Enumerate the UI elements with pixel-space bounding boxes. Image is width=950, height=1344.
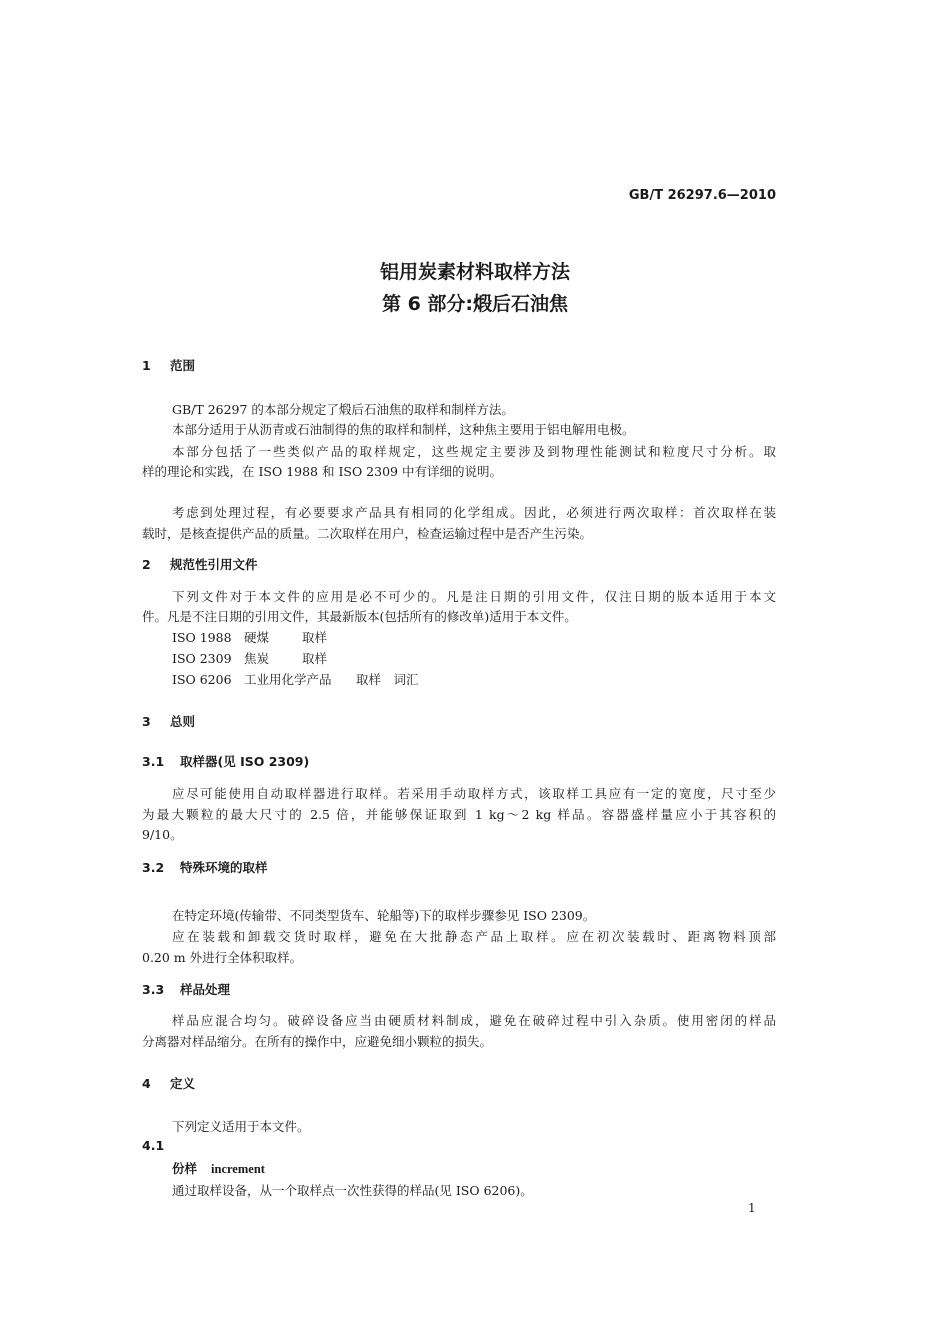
s3-1-paragraph-line-2: 为最大颗粒的最大尺寸的 2.5 倍，并能够保证取到 1 kg～2 kg 样品。容器盛样量应小于其容积的 bbox=[142, 807, 776, 822]
s4-paragraph-1: 下列定义适用于本文件。 bbox=[172, 1119, 310, 1134]
s3-2-paragraph-1: 在特定环境(传输带、不同类型货车、轮船等)下的取样步骤参见 ISO 2309。 bbox=[172, 908, 596, 923]
reference-subtitle: 取样 bbox=[302, 651, 328, 666]
s3-3-paragraph-line-1: 样品应混合均匀。破碎设备应当由硬质材料制成，避免在破碎过程中引入杂质。使用密闭的样品 bbox=[172, 1013, 776, 1028]
s3-2-paragraph-2-line-1: 应在装载和卸载交货时取样，避免在大批静态产品上取样。应在初次装载时、距离物料顶部 bbox=[172, 929, 776, 944]
document-title: 铝用炭素材料取样方法 bbox=[379, 261, 570, 283]
section-3-2-heading bbox=[142, 858, 268, 876]
term-entry bbox=[172, 1159, 265, 1177]
s1-paragraph-1: GB/T 26297 的本部分规定了煅后石油焦的取样和制样方法。 bbox=[172, 402, 514, 417]
page-number: 1 bbox=[748, 1201, 756, 1215]
reference-title: 硬煤 bbox=[244, 630, 270, 645]
s1-paragraph-3-line-2: 样的理论和实践，在 ISO 1988 和 ISO 2309 中有详细的说明。 bbox=[142, 464, 502, 479]
section-number: 1 bbox=[142, 358, 151, 373]
term-english: increment bbox=[211, 1162, 265, 1176]
s1-paragraph-3-line-1: 本部分包括了一些类似产品的取样规定，这些规定主要涉及到物理性能测试和粒度尺寸分析。取 bbox=[172, 444, 776, 459]
section-title: 样品处理 bbox=[180, 982, 231, 997]
section-2-heading bbox=[142, 555, 258, 573]
s1-paragraph-2: 本部分适用于从沥青或石油制得的焦的取样和制样，这种焦主要用于铝电解用电极。 bbox=[172, 422, 635, 437]
reference-code: ISO 2309 bbox=[172, 651, 232, 666]
section-number: 4.1 bbox=[142, 1138, 165, 1153]
section-number: 3.1 bbox=[142, 754, 165, 769]
section-title: 总则 bbox=[170, 714, 196, 729]
s3-1-paragraph-line-3: 9/10。 bbox=[142, 827, 183, 842]
s3-2-paragraph-2-line-2: 0.20 m 外进行全体积取样。 bbox=[142, 950, 303, 965]
term-chinese: 份样 bbox=[172, 1161, 198, 1176]
reference-code: ISO 1988 bbox=[172, 630, 232, 645]
section-title: 规范性引用文件 bbox=[170, 557, 258, 572]
section-4-heading bbox=[142, 1074, 195, 1092]
section-3-3-heading bbox=[142, 980, 230, 998]
section-3-1-heading bbox=[142, 752, 309, 770]
reference-title: 焦炭 bbox=[244, 651, 270, 666]
s1-paragraph-4-line-2: 载时，是核查提供产品的质量。二次取样在用户，检查运输过程中是否产生污染。 bbox=[142, 526, 593, 541]
section-title: 范围 bbox=[170, 358, 196, 373]
s2-paragraph-1-line-2: 件。凡是不注日期的引用文件，其最新版本(包括所有的修改单)适用于本文件。 bbox=[142, 609, 577, 624]
s2-paragraph-1-line-1: 下列文件对于本文件的应用是必不可少的。凡是注日期的引用文件，仅注日期的版本适用于本文 bbox=[172, 589, 776, 604]
section-number: 4 bbox=[142, 1076, 151, 1091]
section-number: 3.3 bbox=[142, 982, 165, 997]
section-4-1-heading bbox=[142, 1138, 164, 1153]
normative-reference bbox=[172, 628, 327, 646]
section-number: 3.2 bbox=[142, 860, 165, 875]
reference-subtitle: 取样 词汇 bbox=[356, 672, 419, 687]
s1-paragraph-4-line-1: 考虑到处理过程，有必要要求产品具有相同的化学组成。因此，必须进行两次取样：首次取样在装 bbox=[172, 505, 776, 520]
reference-subtitle: 取样 bbox=[302, 630, 328, 645]
normative-reference bbox=[172, 649, 327, 667]
section-number: 2 bbox=[142, 557, 151, 572]
section-title: 特殊环境的取样 bbox=[180, 860, 268, 875]
section-1-heading bbox=[142, 356, 195, 374]
section-3-heading bbox=[142, 712, 195, 730]
s3-1-paragraph-line-1: 应尽可能使用自动取样器进行取样。若采用手动取样方式，该取样工具应有一定的宽度，尺寸至少 bbox=[172, 786, 776, 801]
reference-title: 工业用化学产品 bbox=[244, 672, 332, 687]
section-title: 取样器(见 ISO 2309) bbox=[180, 754, 310, 769]
reference-code: ISO 6206 bbox=[172, 672, 232, 687]
normative-reference bbox=[172, 670, 419, 688]
section-title: 定义 bbox=[170, 1076, 196, 1091]
section-number: 3 bbox=[142, 714, 151, 729]
document-subtitle: 第 6 部分:煅后石油焦 bbox=[381, 293, 569, 315]
s3-3-paragraph-line-2: 分离器对样品缩分。在所有的操作中，应避免细小颗粒的损失。 bbox=[142, 1034, 493, 1049]
term-definition: 通过取样设备，从一个取样点一次性获得的样品(见 ISO 6206)。 bbox=[172, 1183, 533, 1198]
standard-code: GB/T 26297.6—2010 bbox=[628, 188, 776, 203]
